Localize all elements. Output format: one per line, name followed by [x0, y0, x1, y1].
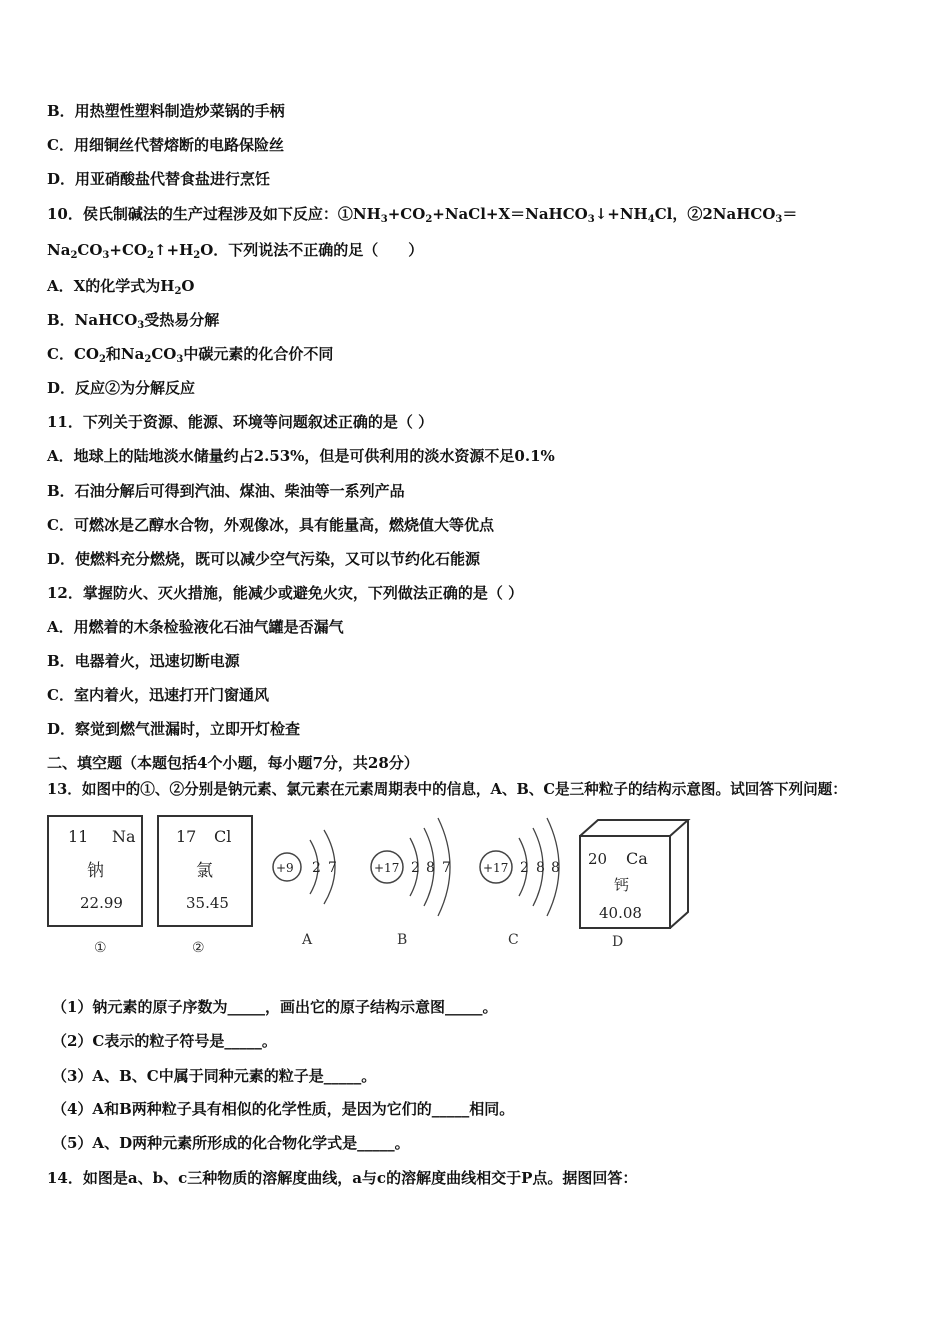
na-symbol: Na	[112, 827, 136, 846]
q12-option-c: C．室内着火，迅速打开门窗通风	[47, 686, 269, 704]
na-atomic-number: 11	[68, 827, 89, 846]
q13-sub-3: （3）A、B、C中属于同种元素的粒子是_____。	[52, 1067, 377, 1085]
element-card-na	[48, 816, 142, 956]
q10-option-a: A．X的化学式为$H_2O$	[47, 277, 195, 297]
q11-option-b: B．石油分解后可得到汽油、煤油、柴油等一系列产品	[47, 482, 405, 500]
q9-option-b: B．用热塑性塑料制造炒菜锅的手柄	[47, 102, 285, 120]
figure-label-1: ①	[94, 940, 107, 956]
q12-option-d: D．察觉到燃气泄漏时，立即开灯检查	[47, 720, 301, 738]
particle-c-shell-1: 2	[520, 860, 529, 876]
na-mass: 22.99	[80, 894, 123, 912]
q13-figure-svg	[44, 810, 704, 960]
particle-a-diagram	[273, 830, 337, 948]
q10-option-c: C．$CO_2$和$Na_2CO_3$中碳元素的化合价不同	[47, 345, 334, 365]
q11-option-d: D．使燃料充分燃烧，既可以减少空气污染，又可以节约化石能源	[47, 550, 481, 568]
q14-stem: 14．如图是a、b、c三种物质的溶解度曲线，a与c的溶解度曲线相交于P点。据图回答：	[47, 1169, 638, 1187]
q13-sub-1: （1）钠元素的原子序数为_____，画出它的原子结构示意图_____。	[52, 998, 498, 1016]
na-name: 钠	[87, 861, 104, 881]
q9-option-d: D．用亚硝酸盐代替食盐进行烹饪	[47, 170, 271, 188]
section-header: 二、填空题（本题包括4个小题，每小题7分，共28分）	[47, 754, 419, 772]
element-cube-ca	[580, 820, 688, 950]
q13-sub-4: （4）A和B两种粒子具有相似的化学性质，是因为它们的_____相同。	[52, 1100, 515, 1118]
figure-label-a: A	[302, 932, 313, 948]
particle-b-diagram	[371, 818, 451, 948]
q9-option-c: C．用细铜丝代替熔断的电路保险丝	[47, 136, 284, 154]
particle-c-shell-3: 8	[551, 860, 560, 876]
q13-figure	[44, 810, 704, 960]
cl-mass: 35.45	[186, 894, 229, 912]
q11-stem: 11．下列关于资源、能源、环境等问题叙述正确的是（ ）	[47, 413, 434, 431]
q12-option-b: B．电器着火，迅速切断电源	[47, 652, 240, 670]
q10-option-b: B．NaHCO$_3$受热易分解	[47, 311, 220, 331]
q13-sub-2: （2）C表示的粒子符号是_____。	[52, 1032, 277, 1050]
particle-a-nucleus: +9	[276, 861, 294, 875]
cl-atomic-number: 17	[176, 827, 197, 846]
q12-stem: 12．掌握防火、灭火措施，能减少或避免火灾，下列做法正确的是（ ）	[47, 584, 524, 602]
cl-symbol: Cl	[214, 827, 232, 846]
particle-b-shell-1: 2	[411, 860, 420, 876]
particle-b-shell-2: 8	[426, 860, 435, 876]
q10-option-d: D．反应②为分解反应	[47, 379, 196, 397]
q10-stem-line1: 10．侯氏制碱法的生产过程涉及如下反应：$①NH_3+CO_2+NaCl+X=NaHCO_3↓+NH_4Cl$，②2NaHCO$_3$＝	[47, 205, 798, 225]
particle-a-shell-2: 7	[328, 860, 337, 876]
particle-c-nucleus: +17	[483, 861, 509, 875]
particle-c-diagram	[480, 818, 560, 948]
q10-stem-line2: $Na_2CO_3+CO_2↑+H_2O$．下列说法不正确的足（ ）	[47, 241, 424, 261]
figure-label-d: D	[612, 934, 624, 950]
element-card-cl	[158, 816, 252, 956]
q12-option-a: A．用燃着的木条检验液化石油气罐是否漏气	[47, 618, 344, 636]
particle-c-shell-2: 8	[536, 860, 545, 876]
q11-option-c: C．可燃冰是乙醇水合物，外观像冰，具有能量高，燃烧值大等优点	[47, 516, 494, 534]
particle-b-shell-3: 7	[442, 860, 451, 876]
q13-sub-5: （5）A、D两种元素所形成的化合物化学式是_____。	[52, 1134, 410, 1152]
ca-atomic-number: 20	[588, 850, 608, 868]
particle-b-nucleus: +17	[374, 861, 400, 875]
figure-label-2: ②	[192, 940, 205, 956]
figure-label-c: C	[508, 932, 519, 948]
q13-stem: 13．如图中的①、②分别是钠元素、氯元素在元素周期表中的信息，A、B、C是三种粒子的结构示意图。试回答下列问题：	[47, 781, 847, 798]
particle-a-shell-1: 2	[312, 860, 321, 876]
figure-label-b: B	[397, 932, 408, 948]
ca-symbol: Ca	[626, 849, 648, 868]
ca-mass: 40.08	[599, 904, 642, 922]
cl-name: 氯	[196, 861, 213, 881]
q11-option-a: A．地球上的陆地淡水储量约占2.53%，但是可供利用的淡水资源不足0.1%	[47, 447, 555, 465]
ca-name: 钙	[614, 876, 630, 894]
